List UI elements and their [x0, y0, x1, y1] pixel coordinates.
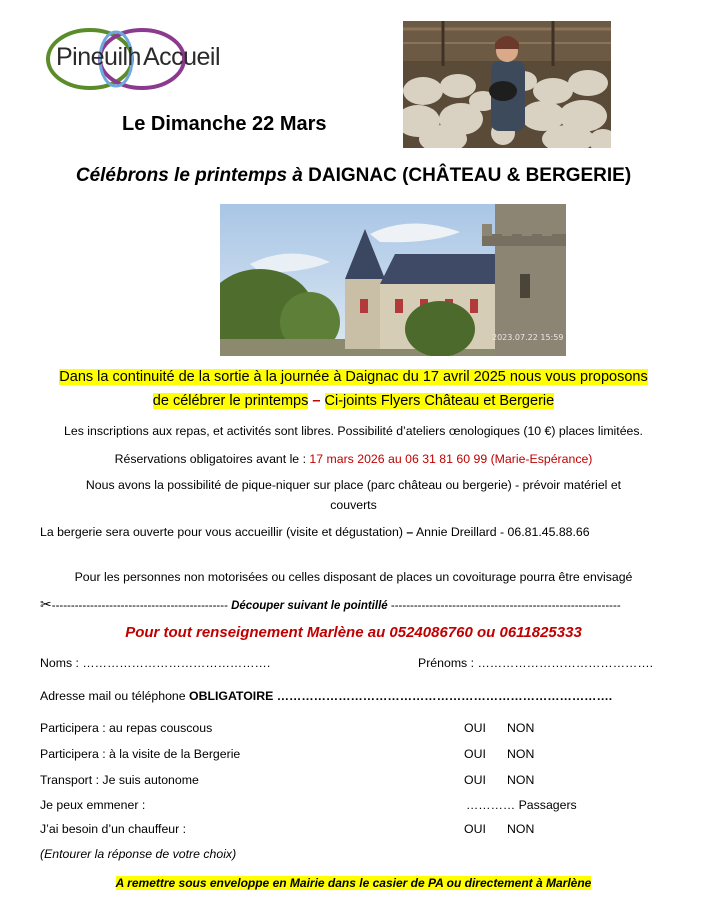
- photo-timestamp: 2023.07.22 15:59: [492, 333, 564, 342]
- headline: [0, 165, 707, 187]
- picnic-line-1: Nous avons la possibilité de pique-niquer sur place (parc château ou bergerie) - prévoir matériel et: [85, 478, 622, 492]
- highlight-dash: –: [312, 393, 321, 409]
- cut-dashes-right: ------------------------------------------------------------: [390, 600, 621, 612]
- chauffeur-non-option[interactable]: NON: [507, 822, 535, 836]
- emmener-label: Je peux emmener :: [40, 798, 146, 812]
- highlight-line-1: [0, 369, 707, 385]
- emmener-field[interactable]: [466, 798, 577, 812]
- cut-dashes-left: ----------------------------------------------: [51, 600, 228, 612]
- covoiturage-text: Pour les personnes non motorisées ou celles disposant de places un covoiturage pourra être envisagé: [74, 570, 633, 584]
- emmener-unit: Passagers: [518, 798, 577, 812]
- repas-non-option[interactable]: NON: [507, 721, 535, 735]
- logo-word-accueil: Accueil: [142, 43, 221, 71]
- footer-instruction: [0, 876, 707, 890]
- chateau-daignac-photo: [220, 204, 566, 356]
- bergerie-line: [40, 525, 590, 539]
- bergerie-row-label: Participera : à la visite de la Bergerie: [40, 747, 241, 761]
- highlight-text-2b: Ci-joints Flyers Château et Bergerie: [324, 393, 555, 409]
- event-date: Le Dimanche 22 Mars: [122, 113, 327, 135]
- bergerie-oui-option[interactable]: OUI: [464, 747, 486, 761]
- transport-non-option[interactable]: NON: [507, 773, 535, 787]
- contact-line: Pour tout renseignement Marlène au 0524086760 ou 0611825333: [125, 624, 582, 641]
- reservation-label: Réservations obligatoires avant le :: [114, 452, 306, 466]
- logo-text: [56, 43, 220, 72]
- cut-label: Découper suivant le pointillé: [231, 600, 388, 612]
- reservation-line: [0, 452, 707, 466]
- scissors-icon: ✂: [40, 596, 52, 612]
- adresse-dots: ……………………………………………………………………….: [276, 689, 613, 703]
- bergerie-non-option[interactable]: NON: [507, 747, 535, 761]
- headline-italic: Célébrons le printemps à: [75, 165, 303, 186]
- cut-line: [40, 596, 670, 613]
- nom-field[interactable]: Noms : ……………………………………….: [40, 656, 271, 670]
- picnic-line-2: couverts: [330, 498, 377, 512]
- highlight-text-2a: de célébrer le printemps: [152, 393, 309, 409]
- transport-row-label: Transport : Je suis autonome: [40, 773, 199, 787]
- chauffeur-oui-option[interactable]: OUI: [464, 822, 486, 836]
- repas-row-label: Participera : au repas couscous: [40, 721, 213, 735]
- footer-text: A remettre sous enveloppe en Mairie dans le casier de PA ou directement à Marlène: [115, 876, 592, 890]
- logo-word-pineuilh: Pineuilh: [56, 43, 141, 71]
- transport-oui-option[interactable]: OUI: [464, 773, 486, 787]
- bergerie-contact: Annie Dreillard - 06.81.45.88.66: [415, 525, 590, 539]
- highlight-text-1: Dans la continuité de la sortie à la journée à Daignac du 17 avril 2025 nous vous proposons: [59, 369, 648, 385]
- repas-oui-option[interactable]: OUI: [464, 721, 486, 735]
- bergerie-sheep-photo: [403, 21, 611, 148]
- adresse-label: Adresse mail ou téléphone: [40, 689, 186, 703]
- form-note: (Entourer la réponse de votre choix): [40, 847, 237, 861]
- headline-place: DAIGNAC (CHÂTEAU & BERGERIE): [308, 165, 632, 186]
- highlight-line-2: [0, 393, 707, 409]
- pineuilh-accueil-logo: [44, 26, 264, 92]
- prenom-field[interactable]: Prénoms : …………………………………….: [418, 656, 654, 670]
- bergerie-dash: –: [406, 525, 414, 539]
- chauffeur-label: J’ai besoin d’un chauffeur :: [40, 822, 187, 836]
- emmener-dots: …………: [466, 798, 516, 812]
- reservation-detail: 17 mars 2026 au 06 31 81 60 99 (Marie-Espérance): [309, 452, 593, 466]
- inscriptions-text: Les inscriptions aux repas, et activités sont libres. Possibilité d’ateliers œnologiques (10 €) places limitées.: [64, 424, 643, 438]
- adresse-required: OBLIGATOIRE: [189, 689, 274, 703]
- adresse-field[interactable]: [40, 689, 612, 703]
- bergerie-text: La bergerie sera ouverte pour vous accueillir (visite et dégustation): [40, 525, 403, 539]
